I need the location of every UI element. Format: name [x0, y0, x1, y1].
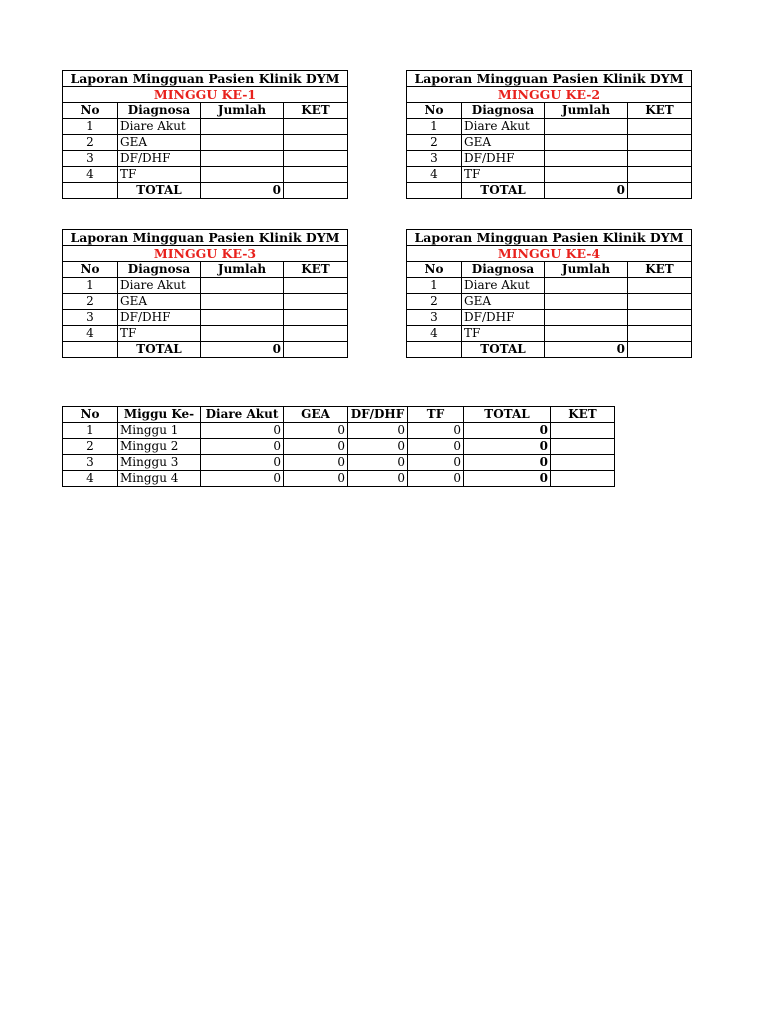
- report-row: [407, 167, 692, 183]
- summary-row-diare: 0: [201, 423, 284, 439]
- row-diagnosa: GEA: [462, 294, 545, 310]
- row-ket: [628, 135, 692, 151]
- row-jumlah: [201, 310, 284, 326]
- summary-row-total: 0: [464, 423, 551, 439]
- row-ket: [284, 326, 348, 342]
- row-diagnosa: TF: [462, 167, 545, 183]
- summary-row-dfdhf: 0: [348, 423, 408, 439]
- summary-row-minggu: Minggu 1: [118, 423, 201, 439]
- total-blank-cell: [407, 342, 462, 358]
- row-no: 1: [63, 119, 118, 135]
- report-title: Laporan Mingguan Pasien Klinik DYM: [63, 71, 348, 87]
- summary-row-ket: [551, 471, 615, 487]
- row-ket: [284, 278, 348, 294]
- row-diagnosa: Diare Akut: [118, 119, 201, 135]
- summary-header-diare: Diare Akut: [201, 407, 284, 423]
- report-row: [63, 278, 348, 294]
- header-jumlah: Jumlah: [545, 262, 628, 278]
- summary-row-total: 0: [464, 455, 551, 471]
- weekly-report-table-1: [62, 70, 348, 199]
- summary-row-diare: 0: [201, 455, 284, 471]
- summary-row-dfdhf: 0: [348, 439, 408, 455]
- total-row: [63, 183, 348, 199]
- summary-header-tf: TF: [408, 407, 464, 423]
- week-label: MINGGU KE-4: [407, 246, 692, 262]
- summary-row-total: 0: [464, 471, 551, 487]
- header-row: [407, 103, 692, 119]
- summary-row-dfdhf: 0: [348, 471, 408, 487]
- header-ket: KET: [284, 103, 348, 119]
- summary-header-gea: GEA: [284, 407, 348, 423]
- row-ket: [284, 151, 348, 167]
- report-row: [407, 278, 692, 294]
- header-diagnosa: Diagnosa: [118, 262, 201, 278]
- report-row: [407, 310, 692, 326]
- summary-row-gea: 0: [284, 423, 348, 439]
- row-no: 2: [63, 135, 118, 151]
- summary-header-dfdhf: DF/DHF: [348, 407, 408, 423]
- weekly-report-table-2: [406, 70, 692, 199]
- row-ket: [628, 294, 692, 310]
- total-label: TOTAL: [462, 183, 545, 199]
- row-no: 4: [407, 326, 462, 342]
- summary-row-total: 0: [464, 439, 551, 455]
- summary-row-tf: 0: [408, 439, 464, 455]
- header-jumlah: Jumlah: [201, 262, 284, 278]
- summary-row-diare: 0: [201, 439, 284, 455]
- summary-header-row: [63, 407, 615, 423]
- row-diagnosa: DF/DHF: [462, 151, 545, 167]
- row-diagnosa: TF: [462, 326, 545, 342]
- total-blank-cell: [63, 183, 118, 199]
- row-ket: [628, 310, 692, 326]
- row-no: 3: [407, 310, 462, 326]
- header-row: [407, 262, 692, 278]
- row-ket: [628, 167, 692, 183]
- summary-row-ket: [551, 439, 615, 455]
- header-diagnosa: Diagnosa: [462, 103, 545, 119]
- summary-row-gea: 0: [284, 471, 348, 487]
- row-no: 4: [63, 167, 118, 183]
- summary-row: [63, 455, 615, 471]
- row-jumlah: [545, 135, 628, 151]
- report-row: [63, 326, 348, 342]
- summary-row-gea: 0: [284, 455, 348, 471]
- row-no: 1: [63, 278, 118, 294]
- row-jumlah: [545, 167, 628, 183]
- week-label: MINGGU KE-1: [63, 87, 348, 103]
- report-title: Laporan Mingguan Pasien Klinik DYM: [407, 230, 692, 246]
- row-diagnosa: GEA: [118, 135, 201, 151]
- row-no: 2: [63, 294, 118, 310]
- summary-row-no: 4: [63, 471, 118, 487]
- summary-row-tf: 0: [408, 455, 464, 471]
- header-no: No: [63, 103, 118, 119]
- row-no: 2: [407, 294, 462, 310]
- header-jumlah: Jumlah: [201, 103, 284, 119]
- report-title: Laporan Mingguan Pasien Klinik DYM: [407, 71, 692, 87]
- summary-row-no: 1: [63, 423, 118, 439]
- summary-row-diare: 0: [201, 471, 284, 487]
- header-row: [63, 103, 348, 119]
- row-jumlah: [545, 326, 628, 342]
- row-diagnosa: Diare Akut: [462, 278, 545, 294]
- row-ket: [628, 278, 692, 294]
- summary-row-no: 2: [63, 439, 118, 455]
- total-value: 0: [545, 342, 628, 358]
- row-ket: [284, 310, 348, 326]
- row-ket: [284, 167, 348, 183]
- report-row: [63, 294, 348, 310]
- row-diagnosa: Diare Akut: [118, 278, 201, 294]
- row-diagnosa: GEA: [118, 294, 201, 310]
- report-title: Laporan Mingguan Pasien Klinik DYM: [63, 230, 348, 246]
- row-diagnosa: DF/DHF: [462, 310, 545, 326]
- header-no: No: [63, 262, 118, 278]
- row-jumlah: [201, 326, 284, 342]
- row-diagnosa: DF/DHF: [118, 310, 201, 326]
- header-jumlah: Jumlah: [545, 103, 628, 119]
- weekly-report-table-3: [62, 229, 348, 358]
- total-row: [407, 183, 692, 199]
- row-jumlah: [201, 119, 284, 135]
- total-label: TOTAL: [118, 183, 201, 199]
- row-ket: [284, 135, 348, 151]
- summary-row-ket: [551, 423, 615, 439]
- row-ket: [284, 119, 348, 135]
- header-ket: KET: [284, 262, 348, 278]
- summary-row-gea: 0: [284, 439, 348, 455]
- summary-row: [63, 471, 615, 487]
- row-diagnosa: GEA: [462, 135, 545, 151]
- total-value: 0: [545, 183, 628, 199]
- row-jumlah: [201, 294, 284, 310]
- report-row: [63, 310, 348, 326]
- summary-row-minggu: Minggu 4: [118, 471, 201, 487]
- report-row: [407, 135, 692, 151]
- report-row: [63, 119, 348, 135]
- total-row: [407, 342, 692, 358]
- row-jumlah: [545, 294, 628, 310]
- row-jumlah: [545, 310, 628, 326]
- row-no: 4: [407, 167, 462, 183]
- row-diagnosa: DF/DHF: [118, 151, 201, 167]
- header-diagnosa: Diagnosa: [462, 262, 545, 278]
- row-diagnosa: TF: [118, 326, 201, 342]
- row-ket: [628, 326, 692, 342]
- total-ket-cell: [284, 342, 348, 358]
- weekly-report-table-4: [406, 229, 692, 358]
- summary-header-no: No: [63, 407, 118, 423]
- summary-row-minggu: Minggu 3: [118, 455, 201, 471]
- row-jumlah: [201, 151, 284, 167]
- total-ket-cell: [628, 183, 692, 199]
- summary-row-minggu: Minggu 2: [118, 439, 201, 455]
- total-ket-cell: [628, 342, 692, 358]
- summary-row-dfdhf: 0: [348, 455, 408, 471]
- report-row: [63, 151, 348, 167]
- report-row: [407, 119, 692, 135]
- header-row: [63, 262, 348, 278]
- row-jumlah: [545, 119, 628, 135]
- total-blank-cell: [407, 183, 462, 199]
- report-row: [63, 135, 348, 151]
- total-label: TOTAL: [118, 342, 201, 358]
- summary-table: [62, 406, 615, 487]
- week-label: MINGGU KE-2: [407, 87, 692, 103]
- total-value: 0: [201, 342, 284, 358]
- row-jumlah: [201, 135, 284, 151]
- total-blank-cell: [63, 342, 118, 358]
- summary-header-ket: KET: [551, 407, 615, 423]
- summary-row-tf: 0: [408, 423, 464, 439]
- total-label: TOTAL: [462, 342, 545, 358]
- row-jumlah: [545, 278, 628, 294]
- summary-body: [63, 423, 615, 487]
- report-row: [407, 326, 692, 342]
- total-ket-cell: [284, 183, 348, 199]
- total-row: [63, 342, 348, 358]
- report-row: [63, 167, 348, 183]
- row-no: 1: [407, 278, 462, 294]
- row-ket: [628, 119, 692, 135]
- row-diagnosa: TF: [118, 167, 201, 183]
- summary-header-minggu: Miggu Ke-: [118, 407, 201, 423]
- header-ket: KET: [628, 103, 692, 119]
- summary-header-total: TOTAL: [464, 407, 551, 423]
- summary-row-tf: 0: [408, 471, 464, 487]
- summary-row-no: 3: [63, 455, 118, 471]
- summary-row: [63, 423, 615, 439]
- row-no: 3: [407, 151, 462, 167]
- row-ket: [628, 151, 692, 167]
- report-row: [407, 294, 692, 310]
- report-row: [407, 151, 692, 167]
- row-diagnosa: Diare Akut: [462, 119, 545, 135]
- header-ket: KET: [628, 262, 692, 278]
- row-jumlah: [545, 151, 628, 167]
- row-ket: [284, 294, 348, 310]
- row-jumlah: [201, 278, 284, 294]
- summary-row-ket: [551, 455, 615, 471]
- header-no: No: [407, 262, 462, 278]
- header-diagnosa: Diagnosa: [118, 103, 201, 119]
- row-no: 3: [63, 310, 118, 326]
- row-no: 2: [407, 135, 462, 151]
- header-no: No: [407, 103, 462, 119]
- row-no: 3: [63, 151, 118, 167]
- total-value: 0: [201, 183, 284, 199]
- week-label: MINGGU KE-3: [63, 246, 348, 262]
- summary-row: [63, 439, 615, 455]
- row-jumlah: [201, 167, 284, 183]
- row-no: 1: [407, 119, 462, 135]
- row-no: 4: [63, 326, 118, 342]
